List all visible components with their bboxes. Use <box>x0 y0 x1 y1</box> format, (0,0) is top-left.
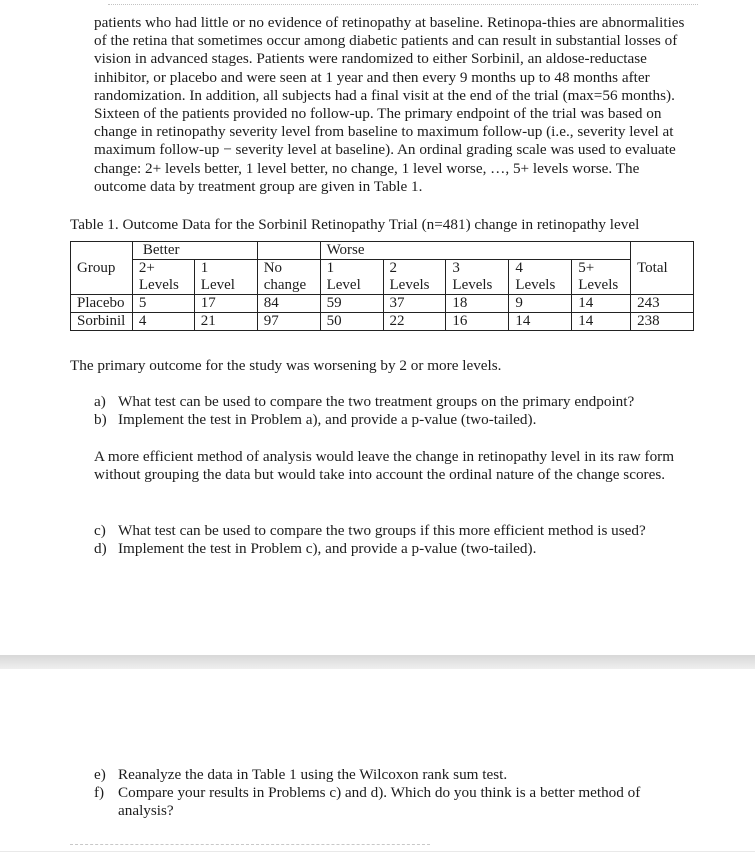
better-group-header: Better <box>132 242 257 260</box>
no-change-spacer <box>257 242 320 260</box>
row-total: 238 <box>631 313 694 331</box>
table-group-header-row <box>71 242 694 260</box>
outcome-table <box>70 241 694 331</box>
table-cell: 4 <box>132 313 194 331</box>
question-list-ef <box>94 766 694 821</box>
primary-outcome-text: The primary outcome for the study was worsening by 2 or more levels. <box>70 357 502 374</box>
table-cell: 84 <box>257 295 320 313</box>
total-column-header: Total <box>631 260 694 295</box>
table-cell: 97 <box>257 313 320 331</box>
question-item-c: c) What test can be used to compare the two groups if this more efficient method is used? <box>94 522 646 539</box>
group-column-header: Group <box>71 260 133 295</box>
table-cell: 14 <box>572 295 631 313</box>
page-gap <box>0 655 755 669</box>
table-corner-cell <box>71 242 133 260</box>
total-spacer <box>631 242 694 260</box>
table-cell: 9 <box>509 295 572 313</box>
row-group-placebo: Placebo <box>71 295 133 313</box>
efficient-method-paragraph: A more efficient method of analysis would leave the change in retinopathy level in its raw form without grouping the data but would take into account the ordinal nature of the change scores. <box>94 448 675 484</box>
column-header-5plus-worse: 5+ Levels <box>572 260 631 295</box>
table-cell: 5 <box>132 295 194 313</box>
question-list-ab <box>94 393 694 429</box>
intro-paragraph: patients who had little or no evidence of retinopathy at baseline. Retinopa-thies are abnormalities of the retina that sometimes occur among diabetic patients and can result in substantial losses of vision in advanced stages. Patients were randomized to either Sorbinil, an aldose-reductase inhibitor, or placebo and were seen at 1 year and then every 9 months up to 48 months after randomization. In addition, all subjects had a final visit at the end of the trial (max=56 months). Sixteen of the patients provided no follow-up. The primary endpoint of the trial was based on change in retinopathy severity level from baseline to maximum follow-up (i.e., severity level at maximum follow-up − severity level at baseline). An ordinal grading scale was used to evaluate change: 2+ levels better, 1 level better, no change, 1 level worse, …, 5+ levels worse. The outcome data by treatment group are given in Table 1. <box>94 14 685 195</box>
column-header-1-worse: 1 Level <box>320 260 383 295</box>
question-item-b: b) Implement the test in Problem a), and provide a p-value (two-tailed). <box>94 411 537 429</box>
question-list-cd <box>94 522 694 558</box>
cut-off-text-line <box>108 0 698 5</box>
table-row <box>71 313 694 331</box>
column-header-2plus-better: 2+ Levels <box>132 260 194 295</box>
question-item-a: a) What test can be used to compare the two treatment groups on the primary endpoint? <box>94 393 635 410</box>
table-column-header-row <box>71 260 694 295</box>
table-cell: 59 <box>320 295 383 313</box>
question-item-f: f) Compare your results in Problems c) and d). Which do you think is a better method of analysis? <box>94 784 641 820</box>
document-page-2 <box>0 669 755 851</box>
table-cell: 14 <box>572 313 631 331</box>
table-cell: 50 <box>320 313 383 331</box>
column-header-1-better: 1 Level <box>194 260 257 295</box>
column-header-4-worse: 4 Levels <box>509 260 572 295</box>
column-header-3-worse: 3 Levels <box>446 260 509 295</box>
table-caption: Table 1. Outcome Data for the Sorbinil Retinopathy Trial (n=481) change in retinopathy level <box>70 216 640 233</box>
table-cell: 16 <box>446 313 509 331</box>
row-total: 243 <box>631 295 694 313</box>
table-cell: 22 <box>383 313 446 331</box>
table-cell: 14 <box>509 313 572 331</box>
worse-group-header: Worse <box>320 242 630 260</box>
table-cell: 18 <box>446 295 509 313</box>
table-cell: 17 <box>194 295 257 313</box>
column-header-no-change: No change <box>257 260 320 295</box>
table-cell: 37 <box>383 295 446 313</box>
table-row <box>71 295 694 313</box>
column-header-2-worse: 2 Levels <box>383 260 446 295</box>
question-item-e: e) Reanalyze the data in Table 1 using the Wilcoxon rank sum test. <box>94 766 508 783</box>
row-group-sorbinil: Sorbinil <box>71 313 133 331</box>
question-item-d: d) Implement the test in Problem c), and provide a p-value (two-tailed). <box>94 540 537 558</box>
table-cell: 21 <box>194 313 257 331</box>
